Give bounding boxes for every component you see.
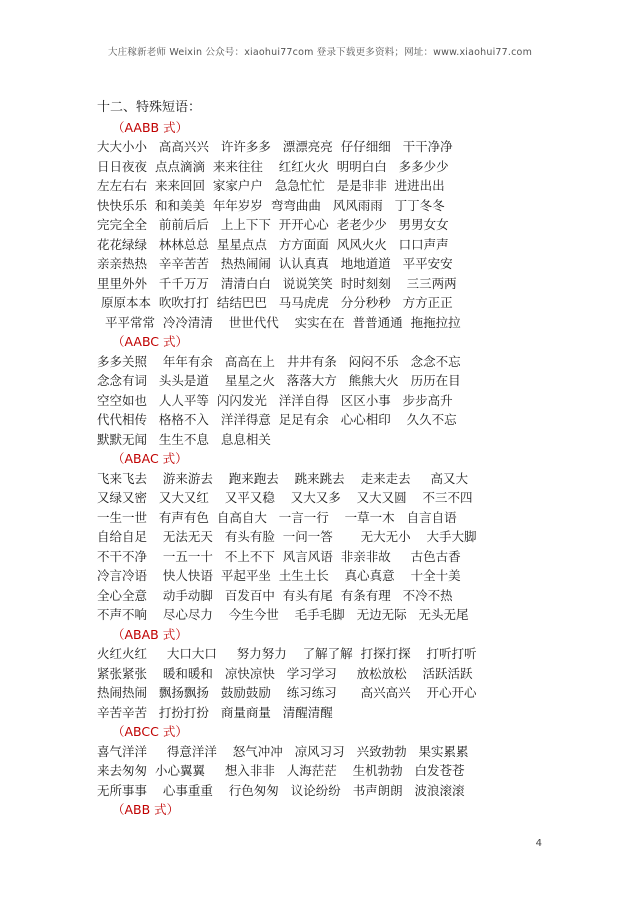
pattern-label: （ABB 式） [112,802,180,817]
phrase-row: 冷言冷语 快人快语 平起平坐 土生土长 真心真意 十全十美 [97,568,461,583]
phrase-row: 念念有词 头头是道 星星之火 落落大方 熊熊大火 历历在目 [97,373,461,388]
page-number: 4 [535,838,542,849]
phrase-row: 不干不净 一五一十 不上不下 风言风语 非亲非故 古色古香 [97,548,461,564]
phrase-row: 默默无闻 生生不息 息息相关 [97,431,271,447]
phrase-row: 平平常常 冷冷清清 世世代代 实实在在 普普通通 拖拖拉拉 [97,314,461,330]
phrase-row: 飞来飞去 游来游去 跑来跑去 跳来跳去 走来走去 高又大 [97,470,468,486]
phrase-row: 原原本本 吹吹打打 结结巴巴 马马虎虎 分分秒秒 方方正正 [97,295,453,310]
phrase-row: 又绿又密 又大又红 又平又稳 又大又多 又大又圆 不三不四 [97,490,473,505]
pattern-label: （AABC 式） [112,334,189,349]
phrase-row: 亲亲热热 辛辛苦苦 热热闹闹 认认真真 地地道道 平平安安 [97,256,453,271]
phrase-row: 空空如也 人人平等 闪闪发光 洋洋自得 区区小事 步步高升 [97,392,453,408]
phrase-row: 紧张紧张 暖和暖和 凉快凉快 学习学习 放松放松 活跃活跃 [97,665,473,681]
pattern-label: （ABCC 式） [112,724,188,739]
phrase-row: 来去匆匆 小心翼翼 想入非非 人海茫茫 生机勃勃 白发苍苍 [97,763,465,778]
section-heading: 十二、特殊短语： [97,100,202,115]
phrase-row: 喜气洋洋 得意洋洋 怒气冲冲 凉风习习 兴致勃勃 果实累累 [97,743,469,759]
phrase-row: 多多关照 年年有余 高高在上 井井有条 闷闷不乐 念念不忘 [97,353,461,369]
phrase-row: 代代相传 格格不入 洋洋得意 足足有余 心心相印 久久不忘 [97,412,457,427]
phrase-row: 左左右右 来来回回 家家户户 急急忙忙 是是非非 进进出出 [97,178,445,193]
phrase-row: 自给自足 无法无天 有头有脸 一问一答 无大无小 大手大脚 [97,529,477,544]
phrase-row: 里里外外 千千万万 清清白白 说说笑笑 时时刻刻 三三两两 [97,275,457,291]
phrase-row: 快快乐乐 和和美美 年年岁岁 弯弯曲曲 风风雨雨 丁丁冬冬 [97,197,445,213]
document-body [97,98,547,820]
page-header: 大庄稼新老师 Weixin 公众号：xiaohui77com 登录下载更多资料；网址：www.xiaohui77.com [107,47,533,58]
phrase-row: 完完全全 前前后后 上上下下 开开心心 老老少少 男男女女 [97,217,449,232]
phrase-row: 一生一世 有声有色 自高自大 一言一行 一草一木 自言自语 [97,509,457,525]
phrase-row: 不声不响 尽心尽力 今生今世 毛手毛脚 无边无际 无头无尾 [97,607,469,622]
pattern-label: （AABB 式） [112,119,189,135]
phrase-row: 大大小小 高高兴兴 许许多多 漂漂亮亮 仔仔细细 干干净净 [97,139,453,154]
phrase-row: 辛苦辛苦 打扮打扮 商量商量 清醒清醒 [97,704,333,720]
phrase-row: 全心全意 动手动脚 百发百中 有头有尾 有条有理 不冷不热 [97,587,453,603]
pattern-label: （ABAB 式） [112,626,188,642]
phrase-row: 火红火红 大口大口 努力努力 了解了解 打探打探 打听打听 [97,646,477,661]
phrase-sections [97,118,547,820]
phrase-row: 无所事事 心事重重 行色匆匆 议论纷纷 书声朗朗 波浪滚滚 [97,782,465,798]
phrase-row: 热闹热闹 飘扬飘扬 鼓励鼓励 练习练习 高兴高兴 开心开心 [97,685,477,700]
pattern-label: （ABAC 式） [112,451,188,466]
phrase-row: 花花绿绿 林林总总 星星点点 方方面面 风风火火 口口声声 [97,236,449,252]
phrase-row: 日日夜夜 点点滴滴 来来往往 红红火火 明明白白 多多少少 [97,158,449,174]
